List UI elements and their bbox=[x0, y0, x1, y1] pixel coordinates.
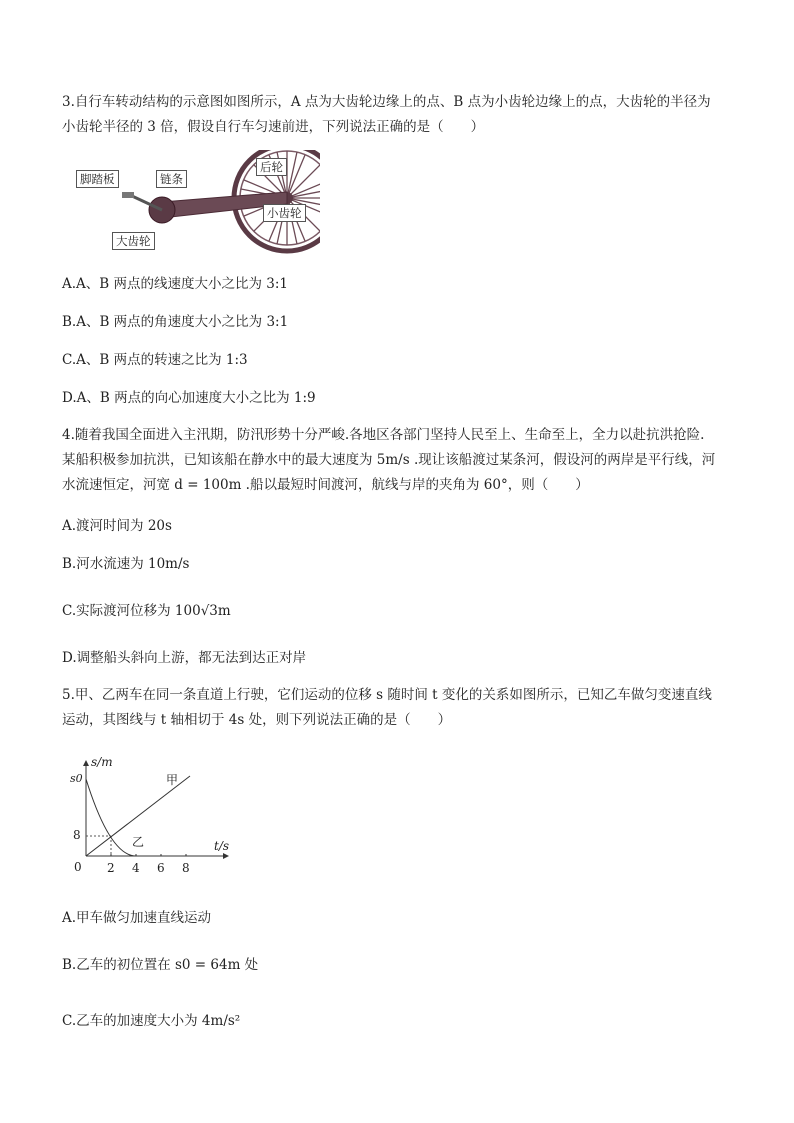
q4-option-a: A.渡河时间为 20s bbox=[62, 518, 172, 534]
q4-line3: 水流速恒定，河宽 d = 100m .船以最短时间渡河，航线与岸的夹角为 60°，则（ ） bbox=[62, 477, 589, 493]
xtick-8: 8 bbox=[182, 861, 190, 875]
q4-option-b: B.河水流速为 10m/s bbox=[62, 556, 190, 572]
q3-option-a: A.A、B 两点的线速度大小之比为 3:1 bbox=[62, 276, 289, 292]
xtick-2: 2 bbox=[107, 861, 115, 875]
q3-option-c: C.A、B 两点的转速之比为 1:3 bbox=[62, 352, 248, 368]
label-small-gear: 小齿轮 bbox=[263, 204, 306, 222]
q3-option-b: B.A、B 两点的角速度大小之比为 3:1 bbox=[62, 314, 289, 330]
xlabel: t/s bbox=[214, 839, 230, 853]
st-graph-svg bbox=[60, 755, 250, 880]
xtick-4: 4 bbox=[132, 861, 140, 875]
label-origin: 0 bbox=[74, 860, 82, 874]
q3-line1: 3.自行车转动结构的示意图如图所示，A 点为大齿轮边缘上的点、B 点为小齿轮边缘上的点，大齿轮的半径为 bbox=[62, 94, 711, 110]
s0-label: s0 bbox=[70, 772, 83, 785]
q5-line1: 5.甲、乙两车在同一条直道上行驶，它们运动的位移 s 随时间 t 变化的关系如图所示，已知乙车做匀变速直线 bbox=[62, 687, 712, 703]
label-y8: 8 bbox=[73, 828, 81, 842]
st-graph bbox=[60, 755, 250, 880]
q3-option-d: D.A、B 两点的向心加速度大小之比为 1:9 bbox=[62, 390, 316, 406]
q4-option-c: C.实际渡河位移为 100√3m bbox=[62, 603, 231, 619]
q5-option-c: C.乙车的加速度大小为 4m/s² bbox=[62, 1013, 241, 1029]
pedal bbox=[122, 192, 134, 198]
ylabel: s/m bbox=[91, 755, 113, 769]
q5-option-b: B.乙车的初位置在 s0 = 64m 处 bbox=[62, 957, 259, 973]
q4-line2: 某船积极参加抗洪，已知该船在静水中的最大速度为 5m/s .现让该船渡过某条河，假设河的两岸是平行线，河 bbox=[62, 452, 716, 468]
label-rear-wheel: 后轮 bbox=[256, 158, 287, 176]
label-yi: 乙 bbox=[132, 835, 145, 849]
label-big-gear: 大齿轮 bbox=[112, 232, 155, 250]
q5-option-a: A.甲车做匀加速直线运动 bbox=[62, 910, 212, 926]
label-jia: 甲 bbox=[166, 773, 179, 787]
q4-option-d: D.调整船头斜向上游，都无法到达正对岸 bbox=[62, 650, 307, 666]
q4-line1: 4.随着我国全面进入主汛期，防汛形势十分严峻.各地区各部门坚持人民至上、生命至上，全力以赴抗洪抢险. bbox=[62, 427, 705, 443]
label-chain: 链条 bbox=[156, 170, 187, 188]
xtick-6: 6 bbox=[157, 861, 165, 875]
q5-line2: 运动，其图线与 t 轴相切于 4s 处，则下列说法正确的是（ ） bbox=[62, 712, 452, 728]
q3-line2: 小齿轮半径的 3 倍，假设自行车匀速前进，下列说法正确的是（ ） bbox=[62, 119, 485, 135]
label-pedal: 脚踏板 bbox=[76, 170, 119, 188]
bicycle-figure bbox=[70, 150, 320, 255]
